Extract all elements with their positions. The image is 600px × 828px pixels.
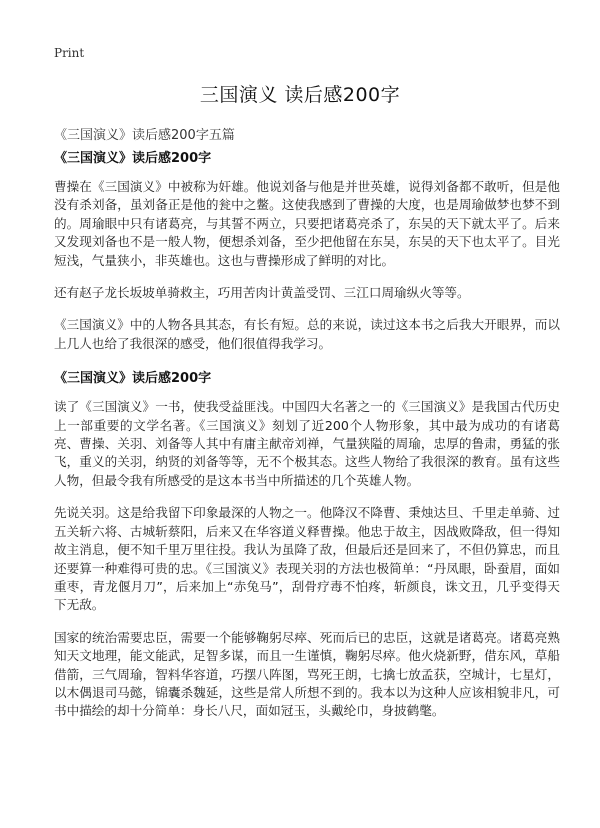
paragraph: 还有赵子龙长坂坡单骑救主，巧用苦肉计黄盖受罚、三江口周瑜纵火等等。 [54, 285, 470, 301]
page-title: 三国演义 读后感200字 [199, 84, 401, 106]
document-subtitle: 《三国演义》读后感200字五篇 [54, 128, 235, 143]
paragraph: 《三国演义》中的人物各具其态，有长有短。总的来说，读过这本书之后我大开眼界，而以上几人也给了我很深的感受，他们很值得我学习。 [54, 317, 560, 351]
paragraph: 先说关羽。这是给我留下印象最深的人物之一。他降汉不降曹、秉烛达旦、千里走单骑、过五关斩六将、古城斩蔡阳，后来又在华容道义释曹操。他忠于故主，因战败降敌，但一得知故主消息，便不知千里万里往投。我认为虽降了敌，但最后还是回来了，不但仍算忠，而且还要算一种难得可贵的忠。《三国演义》表现关羽的方法也极简单：“丹凤眼，卧蚕眉，面如重枣，青龙偃月刀”，后来加上“赤兔马”，刮骨疗毒不怕疼，斩颜良，诛文丑，几乎变得天下无敌。 [54, 505, 560, 613]
article-body [54, 147, 560, 735]
section-heading: 《三国演义》读后感200字 [54, 151, 212, 166]
paragraph: 曹操在《三国演义》中被称为奸雄。他说刘备与他是并世英雄，说得刘备都不敢听，但是他没有杀刘备，虽刘备正是他的瓮中之鳖。这使我感到了曹操的大度，也是周瑜做梦也梦不到的。周瑜眼中只有诸葛亮，与其誓不两立，只要把诸葛亮杀了，东吴的天下就太平了。后来又发现刘备也不是一般人物，便想杀刘备，至少把他留在东吴，东吴的天下也太平了。目光短浅，气量狭小，非英雄也。这也与曹操形成了鲜明的对比。 [54, 179, 560, 268]
print-link[interactable]: Print [54, 46, 85, 60]
paragraph: 国家的统治需要忠臣，需要一个能够鞠躬尽瘁、死而后已的忠臣，这就是诸葛亮。诸葛亮熟知天文地理，能文能武，足智多谋，而且一生谨慎，鞠躬尽瘁。他火烧新野，借东风，草船借箭，三气周瑜，智料华容道，巧摆八阵图，骂死王朗，七擒七放孟获，空城计，七星灯，以木偶退司马懿，锦囊杀魏延，这些是常人所想不到的。我本以为这种人应该相貌非凡，可书中描绘的却十分简单：身长八尺，面如冠玉，头戴纶巾，身披鹤氅。 [54, 629, 560, 719]
review-section-1 [54, 147, 560, 353]
review-section-2 [54, 367, 560, 721]
section-heading: 《三国演义》读后感200字 [54, 371, 212, 387]
paragraph: 读了《三国演义》一书，使我受益匪浅。中国四大名著之一的《三国演义》是我国古代历史上一部重要的文学名著。《三国演义》刻划了近200个人物形象，其中最为成功的有诸葛亮、曹操、关羽、刘备等人其中有庸主献帝刘禅，气量狭隘的周瑜，忠厚的鲁肃，勇猛的张飞，重义的关羽，纳贤的刘备等等，无不个极其态。这些人物给了我很深的教育。虽有这些人物，但最令我有所感受的是这本书当中所描述的几个英雄人物。 [54, 399, 560, 488]
